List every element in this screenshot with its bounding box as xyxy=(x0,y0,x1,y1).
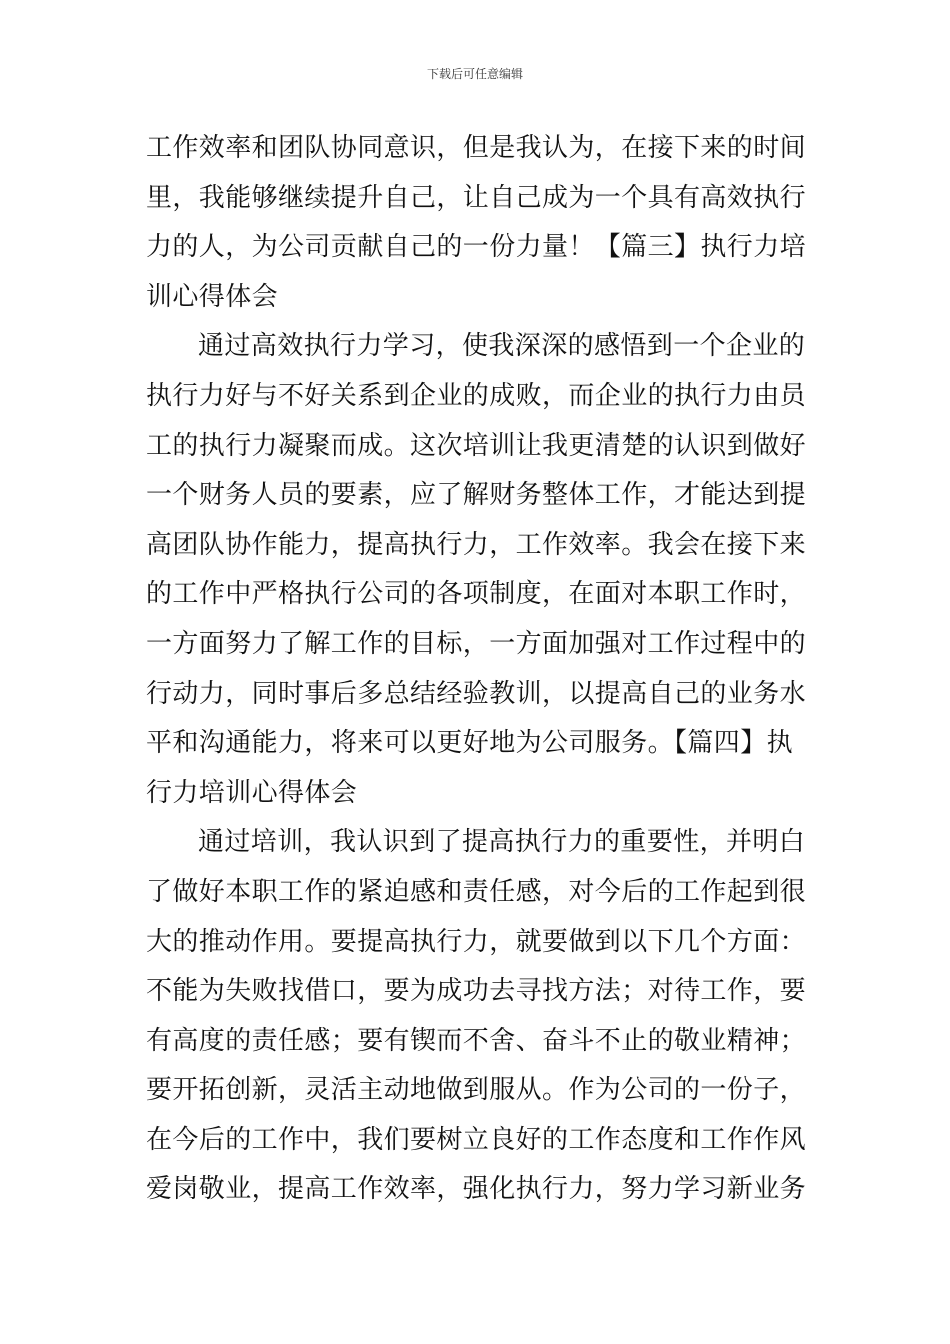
text-line: 力的人，为公司贡献自己的一份力量！【篇三】执行力培 xyxy=(146,232,807,263)
text-line: 通过培训，我认识到了提高执行力的重要性，并明白 xyxy=(198,827,806,858)
text-line: 要开拓创新，灵活主动地做到服从。作为公司的一份子， xyxy=(146,1075,807,1106)
text-line: 平和沟通能力，将来可以更好地为公司服务。【篇四】执 xyxy=(146,728,794,759)
text-line: 的工作中严格执行公司的各项制度，在面对本职工作时， xyxy=(146,579,807,610)
text-line: 工的执行力凝聚而成。这次培训让我更清楚的认识到做好 xyxy=(146,430,807,461)
text-line: 行动力，同时事后多总结经验教训，以提高自己的业务水 xyxy=(146,678,807,709)
text-line: 高团队协作能力，提高执行力，工作效率。我会在接下来 xyxy=(146,529,807,560)
text-line: 通过高效执行力学习，使我深深的感悟到一个企业的 xyxy=(198,331,806,362)
text-line: 行力培训心得体会 xyxy=(146,777,358,808)
text-line: 爱岗敬业，提高工作效率，强化执行力，努力学习新业务 xyxy=(146,1174,807,1205)
text-line: 了做好本职工作的紧迫感和责任感，对今后的工作起到很 xyxy=(146,876,807,907)
text-line: 一个财务人员的要素，应了解财务整体工作，才能达到提 xyxy=(146,480,807,511)
text-line: 有高度的责任感；要有锲而不舍、奋斗不止的敬业精神； xyxy=(146,1025,807,1056)
document-body xyxy=(146,124,806,1215)
text-line: 大的推动作用。要提高执行力，就要做到以下几个方面： xyxy=(146,926,807,957)
page-header: 下载后可任意编辑 xyxy=(426,67,523,81)
text-line: 执行力好与不好关系到企业的成败，而企业的执行力由员 xyxy=(146,380,807,411)
text-line: 在今后的工作中，我们要树立良好的工作态度和工作作风 xyxy=(146,1124,807,1155)
text-line: 训心得体会 xyxy=(146,281,279,312)
text-line: 一方面努力了解工作的目标，一方面加强对工作过程中的 xyxy=(146,628,807,659)
text-line: 里，我能够继续提升自己，让自己成为一个具有高效执行 xyxy=(146,182,807,213)
text-line: 不能为失败找借口，要为成功去寻找方法；对待工作，要 xyxy=(146,976,807,1007)
text-line: 工作效率和团队协同意识，但是我认为，在接下来的时间 xyxy=(146,133,807,163)
